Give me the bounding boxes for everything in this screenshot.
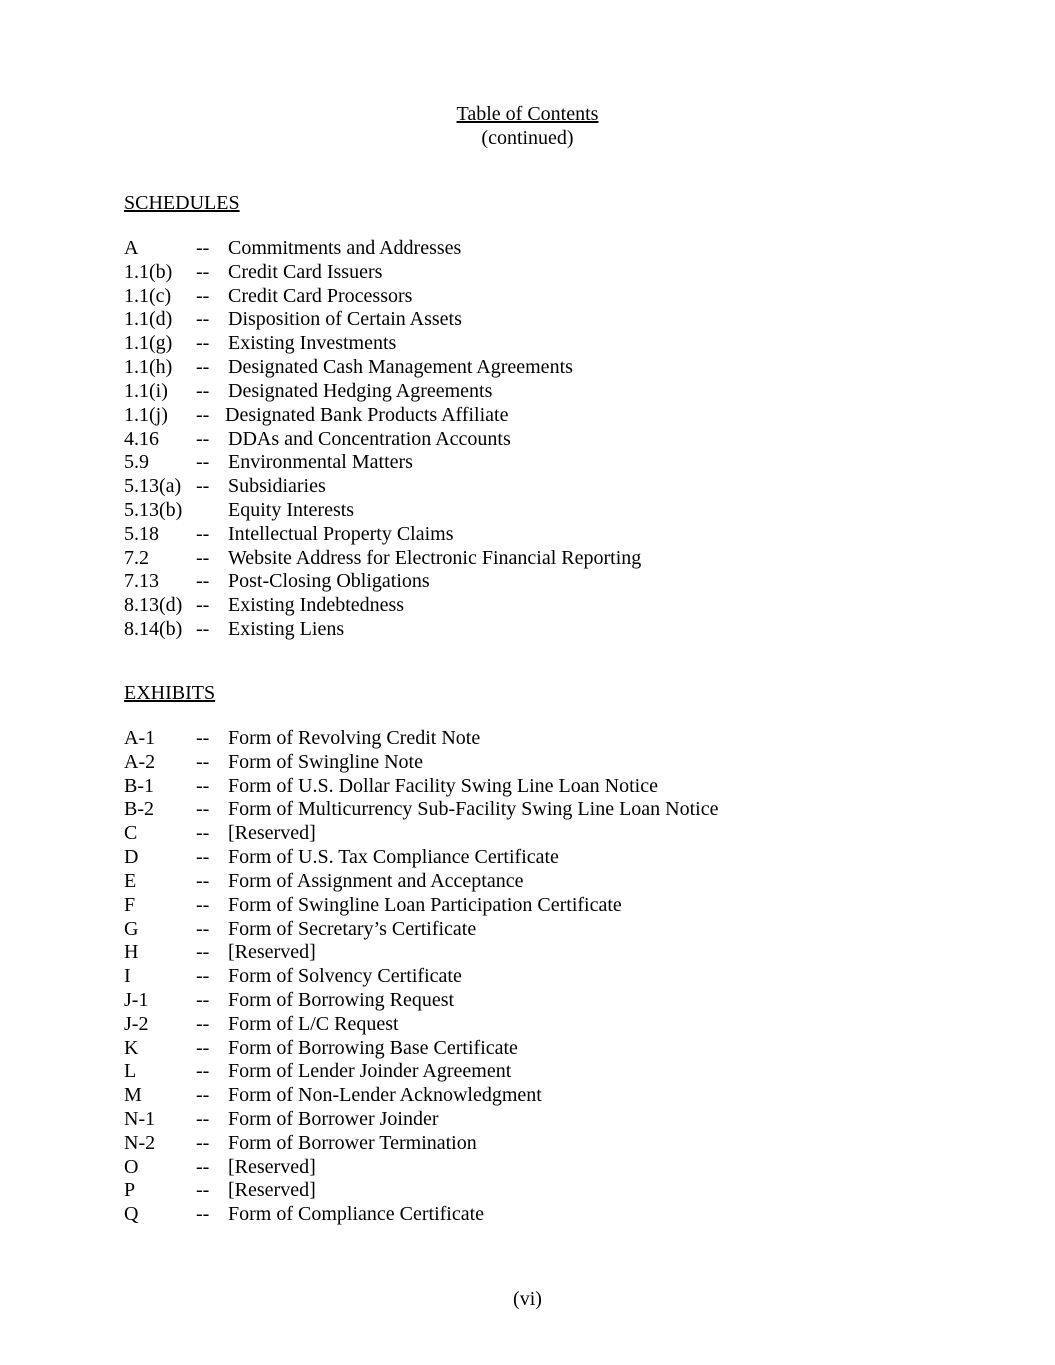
exhibit-code: F (124, 893, 136, 916)
schedule-code: 5.13(b) (124, 498, 183, 521)
schedule-title: Commitments and Addresses (228, 237, 462, 259)
schedule-separator: -- (196, 237, 210, 259)
exhibit-code: G (124, 917, 139, 940)
schedule-code: 5.18 (124, 522, 159, 545)
schedules-heading: SCHEDULES (124, 192, 240, 214)
exhibit-separator: -- (196, 1060, 210, 1083)
exhibit-code: H (124, 941, 139, 964)
exhibit-title: Form of U.S. Dollar Facility Swing Line Loan Notice (228, 774, 658, 797)
exhibit-code: J-2 (124, 1012, 149, 1035)
exhibit-title: [Reserved] (228, 1155, 316, 1178)
schedule-title: DDAs and Concentration Accounts (228, 427, 511, 450)
schedule-separator: -- (196, 379, 210, 402)
exhibit-title: Form of Compliance Certificate (228, 1203, 485, 1226)
exhibit-title: Form of Solvency Certificate (228, 965, 462, 988)
schedule-separator: -- (196, 260, 210, 283)
exhibit-title: Form of Borrower Termination (228, 1131, 477, 1154)
page-subtitle: (continued) (481, 127, 574, 149)
exhibit-code: I (124, 965, 131, 988)
schedule-title: Credit Card Issuers (228, 260, 383, 283)
exhibit-separator: -- (196, 1036, 210, 1059)
schedule-title: Designated Bank Products Affiliate (225, 403, 509, 426)
schedule-separator: -- (196, 570, 210, 593)
exhibit-separator: -- (196, 798, 210, 821)
schedule-code: 5.9 (124, 451, 149, 474)
exhibit-separator: -- (196, 1203, 210, 1226)
schedule-code: 7.2 (124, 546, 149, 569)
exhibit-separator: -- (196, 1155, 210, 1178)
exhibit-code: E (124, 869, 137, 892)
exhibit-separator: -- (196, 869, 210, 892)
schedule-separator: -- (196, 332, 210, 355)
exhibit-code: N-2 (124, 1131, 156, 1154)
page-number: (vi) (513, 1288, 542, 1310)
exhibit-separator: -- (196, 1108, 210, 1130)
schedule-code: 5.13(a) (124, 475, 182, 498)
exhibit-code: Q (124, 1203, 139, 1226)
schedule-separator: -- (196, 356, 210, 379)
exhibit-title: Form of Non-Lender Acknowledgment (228, 1084, 542, 1107)
exhibit-code: K (124, 1036, 139, 1059)
schedule-separator: -- (196, 546, 210, 569)
exhibit-title: Form of Borrowing Base Certificate (228, 1036, 518, 1059)
exhibit-code: O (124, 1155, 139, 1178)
schedule-separator: -- (196, 618, 210, 640)
exhibit-code: D (124, 846, 139, 869)
schedule-code: 1.1(j) (124, 403, 168, 426)
schedule-title: Equity Interests (228, 498, 355, 521)
schedule-title: Website Address for Electronic Financial Reporting (228, 546, 642, 569)
exhibit-code: P (124, 1179, 136, 1202)
schedule-title: Credit Card Processors (228, 284, 413, 307)
schedule-title: Intellectual Property Claims (228, 522, 454, 545)
schedule-code: 1.1(c) (124, 284, 172, 307)
exhibit-code: A-2 (124, 750, 156, 773)
exhibit-separator: -- (196, 846, 210, 869)
exhibit-title: Form of Multicurrency Sub-Facility Swing Line Loan Notice (228, 798, 719, 821)
exhibit-title: [Reserved] (228, 822, 316, 845)
schedule-code: 7.13 (124, 570, 159, 593)
exhibit-separator: -- (196, 941, 210, 964)
exhibit-title: [Reserved] (228, 1179, 316, 1202)
schedule-separator: -- (196, 284, 210, 307)
schedule-separator: -- (196, 403, 210, 426)
schedule-title: Environmental Matters (228, 451, 413, 474)
exhibit-separator: -- (196, 893, 210, 916)
schedule-title: Existing Liens (228, 618, 345, 640)
schedule-title: Existing Investments (228, 332, 397, 355)
schedule-code: 8.14(b) (124, 618, 183, 640)
exhibit-separator: -- (196, 988, 210, 1011)
exhibit-separator: -- (196, 774, 210, 797)
schedule-code: 4.16 (124, 427, 159, 450)
schedule-separator: -- (196, 308, 210, 331)
schedule-code: 1.1(g) (124, 332, 173, 355)
exhibit-title: Form of Swingline Note (228, 750, 423, 773)
exhibit-title: Form of Swingline Loan Participation Certificate (228, 893, 622, 916)
schedule-code: 1.1(b) (124, 260, 173, 283)
exhibit-code: A-1 (124, 727, 156, 749)
schedule-code: 1.1(i) (124, 379, 168, 402)
exhibit-separator: -- (196, 965, 210, 988)
schedule-code: 1.1(h) (124, 356, 173, 379)
schedule-separator: -- (196, 594, 210, 617)
page-title-text: Table of Contents (456, 103, 599, 125)
exhibit-separator: -- (196, 1012, 210, 1035)
exhibit-code: C (124, 822, 138, 845)
exhibit-title: Form of Secretary’s Certificate (228, 917, 477, 940)
schedule-separator: -- (196, 427, 210, 450)
exhibit-code: B-1 (124, 774, 154, 797)
exhibit-separator: -- (196, 750, 210, 773)
page-title (0, 102, 1055, 126)
exhibit-separator: -- (196, 727, 210, 749)
exhibit-code: B-2 (124, 798, 154, 821)
exhibit-code: L (124, 1060, 137, 1083)
exhibit-title: Form of Borrowing Request (228, 988, 455, 1011)
schedule-separator: -- (196, 451, 210, 474)
schedule-title: Existing Indebtedness (228, 594, 405, 617)
exhibit-title: Form of Assignment and Acceptance (228, 869, 524, 892)
exhibit-separator: -- (196, 1131, 210, 1154)
exhibit-title: Form of Lender Joinder Agreement (228, 1060, 512, 1083)
exhibit-code: N-1 (124, 1108, 156, 1130)
schedule-title: Designated Hedging Agreements (228, 379, 493, 402)
schedule-title: Post-Closing Obligations (228, 570, 430, 593)
schedule-separator: -- (196, 522, 210, 545)
exhibit-separator: -- (196, 822, 210, 845)
exhibit-title: [Reserved] (228, 941, 316, 964)
exhibits-heading: EXHIBITS (124, 682, 216, 704)
schedule-code: 8.13(d) (124, 594, 183, 617)
schedule-title: Disposition of Certain Assets (228, 308, 462, 331)
schedule-code: 1.1(d) (124, 308, 173, 331)
exhibit-title: Form of L/C Request (228, 1012, 399, 1035)
schedule-code: A (124, 237, 139, 259)
schedule-separator: -- (196, 475, 210, 498)
exhibit-separator: -- (196, 1084, 210, 1107)
schedule-title: Designated Cash Management Agreements (228, 356, 573, 379)
exhibit-separator: -- (196, 917, 210, 940)
exhibit-separator: -- (196, 1179, 210, 1202)
exhibit-code: J-1 (124, 988, 149, 1011)
schedule-title: Subsidiaries (228, 475, 326, 498)
exhibit-title: Form of Borrower Joinder (228, 1108, 439, 1130)
exhibit-title: Form of Revolving Credit Note (228, 727, 481, 749)
exhibit-code: M (124, 1084, 142, 1107)
exhibit-title: Form of U.S. Tax Compliance Certificate (228, 846, 559, 869)
